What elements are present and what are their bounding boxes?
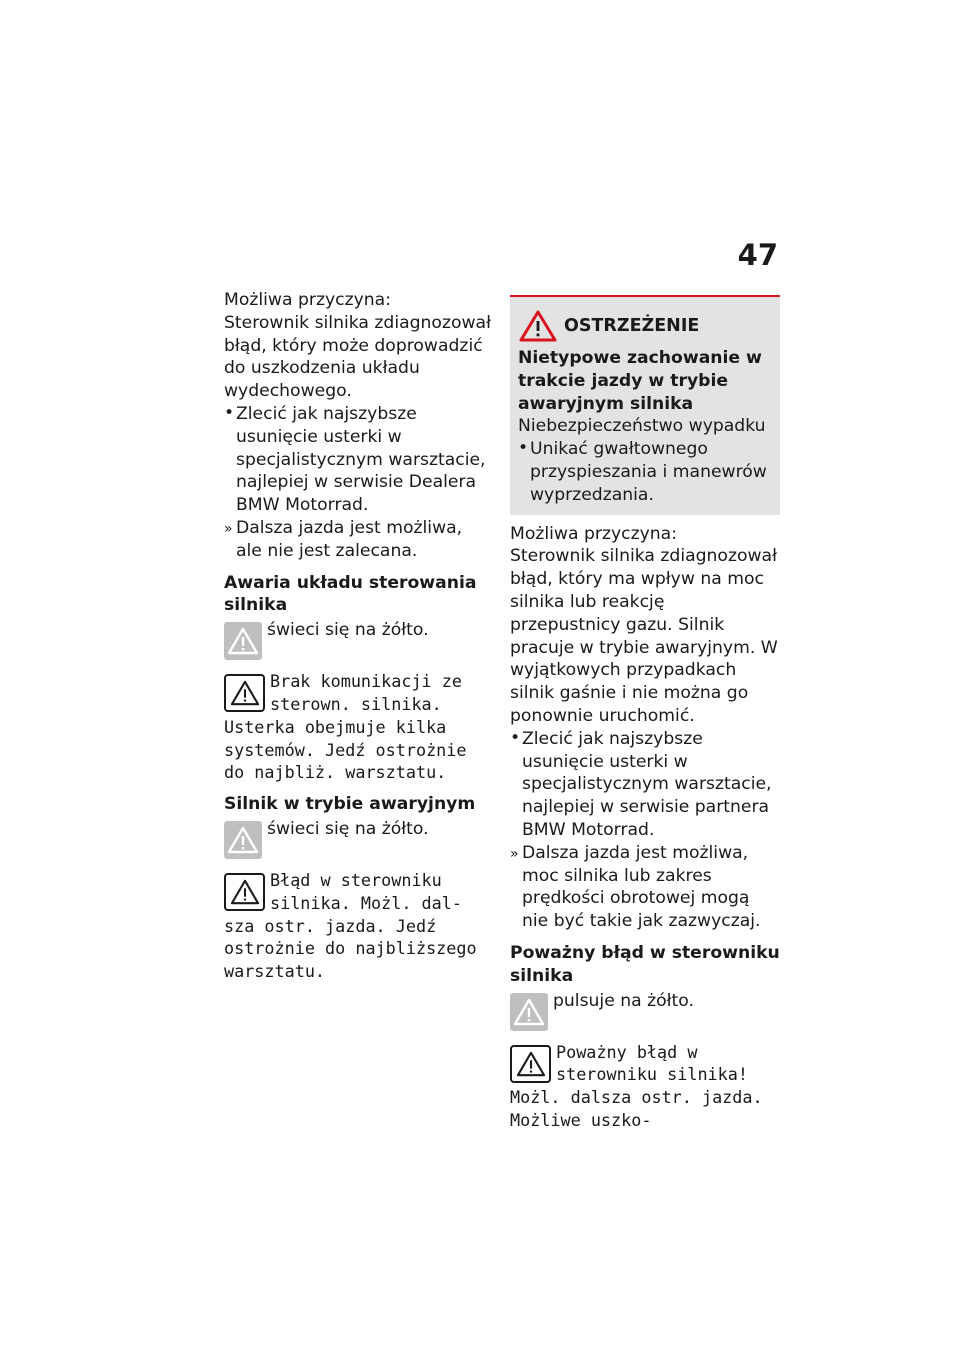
indicator-text: świeci się na żółto. <box>267 818 429 839</box>
display-message <box>224 869 492 983</box>
bullet-icon: • <box>518 438 529 459</box>
display-text-first: Brak komunikacji ze sterown. silnika. <box>270 671 462 714</box>
cause-label: Możliwa przyczyna: <box>510 523 677 544</box>
result-text: Dalsza jazda jest możliwa, moc silnika lub zakres prędkości obrotowej mogą nie być takie jak zazwyczaj. <box>522 842 761 932</box>
result-arrow-icon: » <box>510 845 519 862</box>
warning-triangle-icon <box>518 309 558 343</box>
warning-risk: Niebezpieczeństwo wypadku <box>518 416 766 437</box>
warning-heading: Nietypowe zachowanie w trakcie jazdy w trybie awaryjnym silnika <box>518 348 762 414</box>
warning-title: OSTRZEŻENIE <box>564 316 700 336</box>
bullet-icon: • <box>510 727 521 748</box>
result-item <box>510 842 780 933</box>
result-arrow-icon: » <box>224 520 233 537</box>
result-item <box>224 517 492 563</box>
page-number: 47 <box>737 238 778 272</box>
display-text-rest: Usterka obejmuje kilka systemów. Jedź ostrożnie do najbliż. warsztatu. <box>224 716 467 783</box>
cause-text: Sterownik silnika zdiagnozował błąd, który może doprowadzić do uszkodzenia układu wydechowego. <box>224 312 491 402</box>
section-title: Silnik w trybie awaryjnym <box>224 794 476 815</box>
right-column <box>510 295 780 1132</box>
warning-box <box>510 295 780 515</box>
display-text-first: Poważny błąd w sterowniku silnika! <box>556 1041 748 1085</box>
warning-header <box>518 309 772 343</box>
action-text: Zlecić jak najszybsze usunięcie usterki w specjalistycznym warsztacie, najlepiej w serwisie partnera BMW Motorrad. <box>522 728 772 840</box>
display-message <box>224 670 492 784</box>
action-item <box>224 403 492 517</box>
warning-action-item <box>518 438 772 506</box>
section-title: Poważny błąd w sterowniku silnika <box>510 942 780 986</box>
warning-action-text: Unikać gwałtownego przyspieszania i manewrów wyprzedzania. <box>530 439 767 505</box>
bullet-icon: • <box>224 402 235 423</box>
display-warning-icon <box>510 1045 551 1083</box>
indicator-text: pulsuje na żółto. <box>553 990 694 1011</box>
cause-label: Możliwa przyczyna: <box>224 290 391 310</box>
left-column <box>224 289 492 983</box>
display-message <box>510 1041 780 1132</box>
display-text-first: Błąd w sterowniku silnika. Możl. dal- <box>270 869 462 913</box>
warning-indicator-icon <box>224 622 262 660</box>
section-title: Awaria układu sterowania silnika <box>224 572 477 616</box>
action-text: Zlecić jak najszybsze usunięcie usterki w specjalistycznym warsztacie, najlepiej w serwisie Dealera BMW Motorrad. <box>236 403 486 516</box>
indicator-row <box>510 990 780 1031</box>
cause-text: Sterownik silnika zdiagnozował błąd, który ma wpływ na moc silnika lub reakcję przepustnicy gazu. Silnik pracuje w trybie awaryjnym. W wyjątkowych przypadkach silnik gaśnie i nie można go ponownie uruchomić. <box>510 546 778 726</box>
warning-indicator-icon <box>510 993 548 1031</box>
display-warning-icon <box>224 873 265 911</box>
display-text-rest: sza ostr. jazda. Jedź ostrożnie do najbliższego warsztatu. <box>224 915 477 982</box>
result-text: Dalsza jazda jest możliwa, ale nie jest zalecana. <box>236 517 463 561</box>
indicator-text: świeci się na żółto. <box>267 620 429 641</box>
warning-indicator-icon <box>224 821 262 859</box>
display-text-rest: Możl. dalsza ostr. jazda. Możliwe uszko- <box>510 1087 763 1130</box>
indicator-row <box>224 818 492 859</box>
action-item <box>510 728 780 842</box>
display-warning-icon <box>224 674 265 712</box>
indicator-row <box>224 619 492 660</box>
